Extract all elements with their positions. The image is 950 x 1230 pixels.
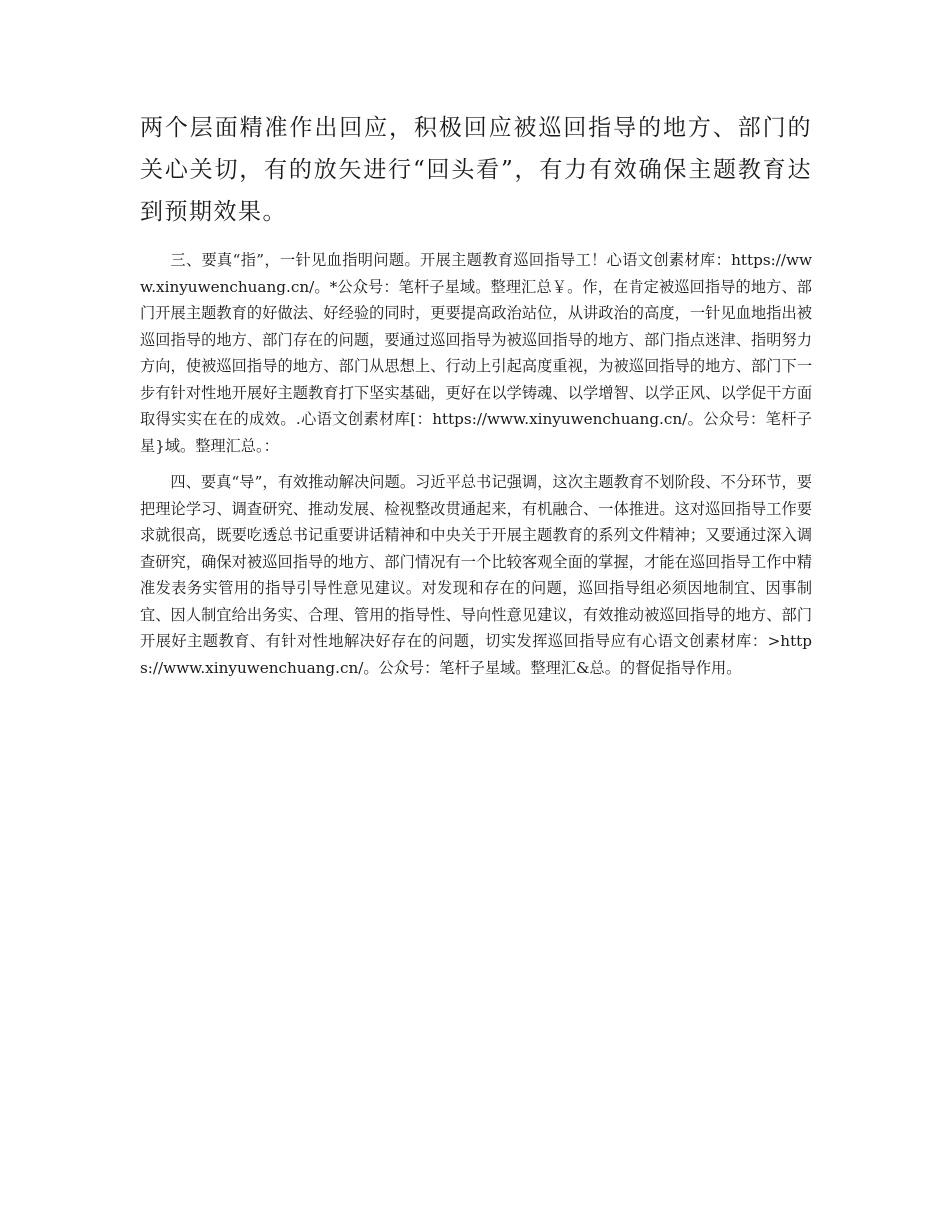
lead-paragraph: 两个层面精准作出回应，积极回应被巡回指导的地方、部门的关心关切，有的放矢进行“回头看”，有力有效确保主题教育达到预期效果。 (140, 115, 812, 225)
paragraph-section-three: 三、要真“指”，一针见血指明问题。开展主题教育巡回指导工！心语文创素材库：https://www.xinyuwenchuang.cn/。*公众号：笔杆子星域。整理汇总￥。作，在肯定被巡回指导的地方、部门开展主题教育的好做法、好经验的同时，更要提高政治站位，从讲政治的高度，一针见血地指出被巡回指导的地方、部门存在的问题，要通过巡回指导为被巡回指导的地方、部门指点迷津、指明努力方向，使被巡回指导的地方、部门从思想上、行动上引起高度重视，为被巡回指导的地方、部门下一步有针对性地开展好主题教育打下坚实基础，更好在以学铸魂、以学增智、以学正风、以学促干方面取得实实在在的成效。.心语文创素材库[：https://www.xinyuwenchuang.cn/。公众号：笔杆子星}域。整理汇总。： (140, 251, 812, 455)
document-page (140, 107, 812, 691)
paragraph-section-four: 四、要真“导”，有效推动解决问题。习近平总书记强调，这次主题教育不划阶段、不分环节，要把理论学习、调查研究、推动发展、检视整改贯通起来，有机融合、一体推进。这对巡回指导工作要求就很高，既要吃透总书记重要讲话精神和中央关于开展主题教育的系列文件精神；又要通过深入调查研究，确保对被巡回指导的地方、部门情况有一个比较客观全面的掌握，才能在巡回指导工作中精准发表务实管用的指导引导性意见建议。对发现和存在的问题，巡回指导组必须因地制宜、因事制宜、因人制宜给出务实、合理、管用的指导性、导向性意见建议，有效推动被巡回指导的地方、部门开展好主题教育、有针对性地解决好存在的问题，切实发挥巡回指导应有心语文创素材库：>https://www.xinyuwenchuang.cn/。公众号：笔杆子星域。整理汇&总。的督促指导作用。 (140, 473, 812, 677)
